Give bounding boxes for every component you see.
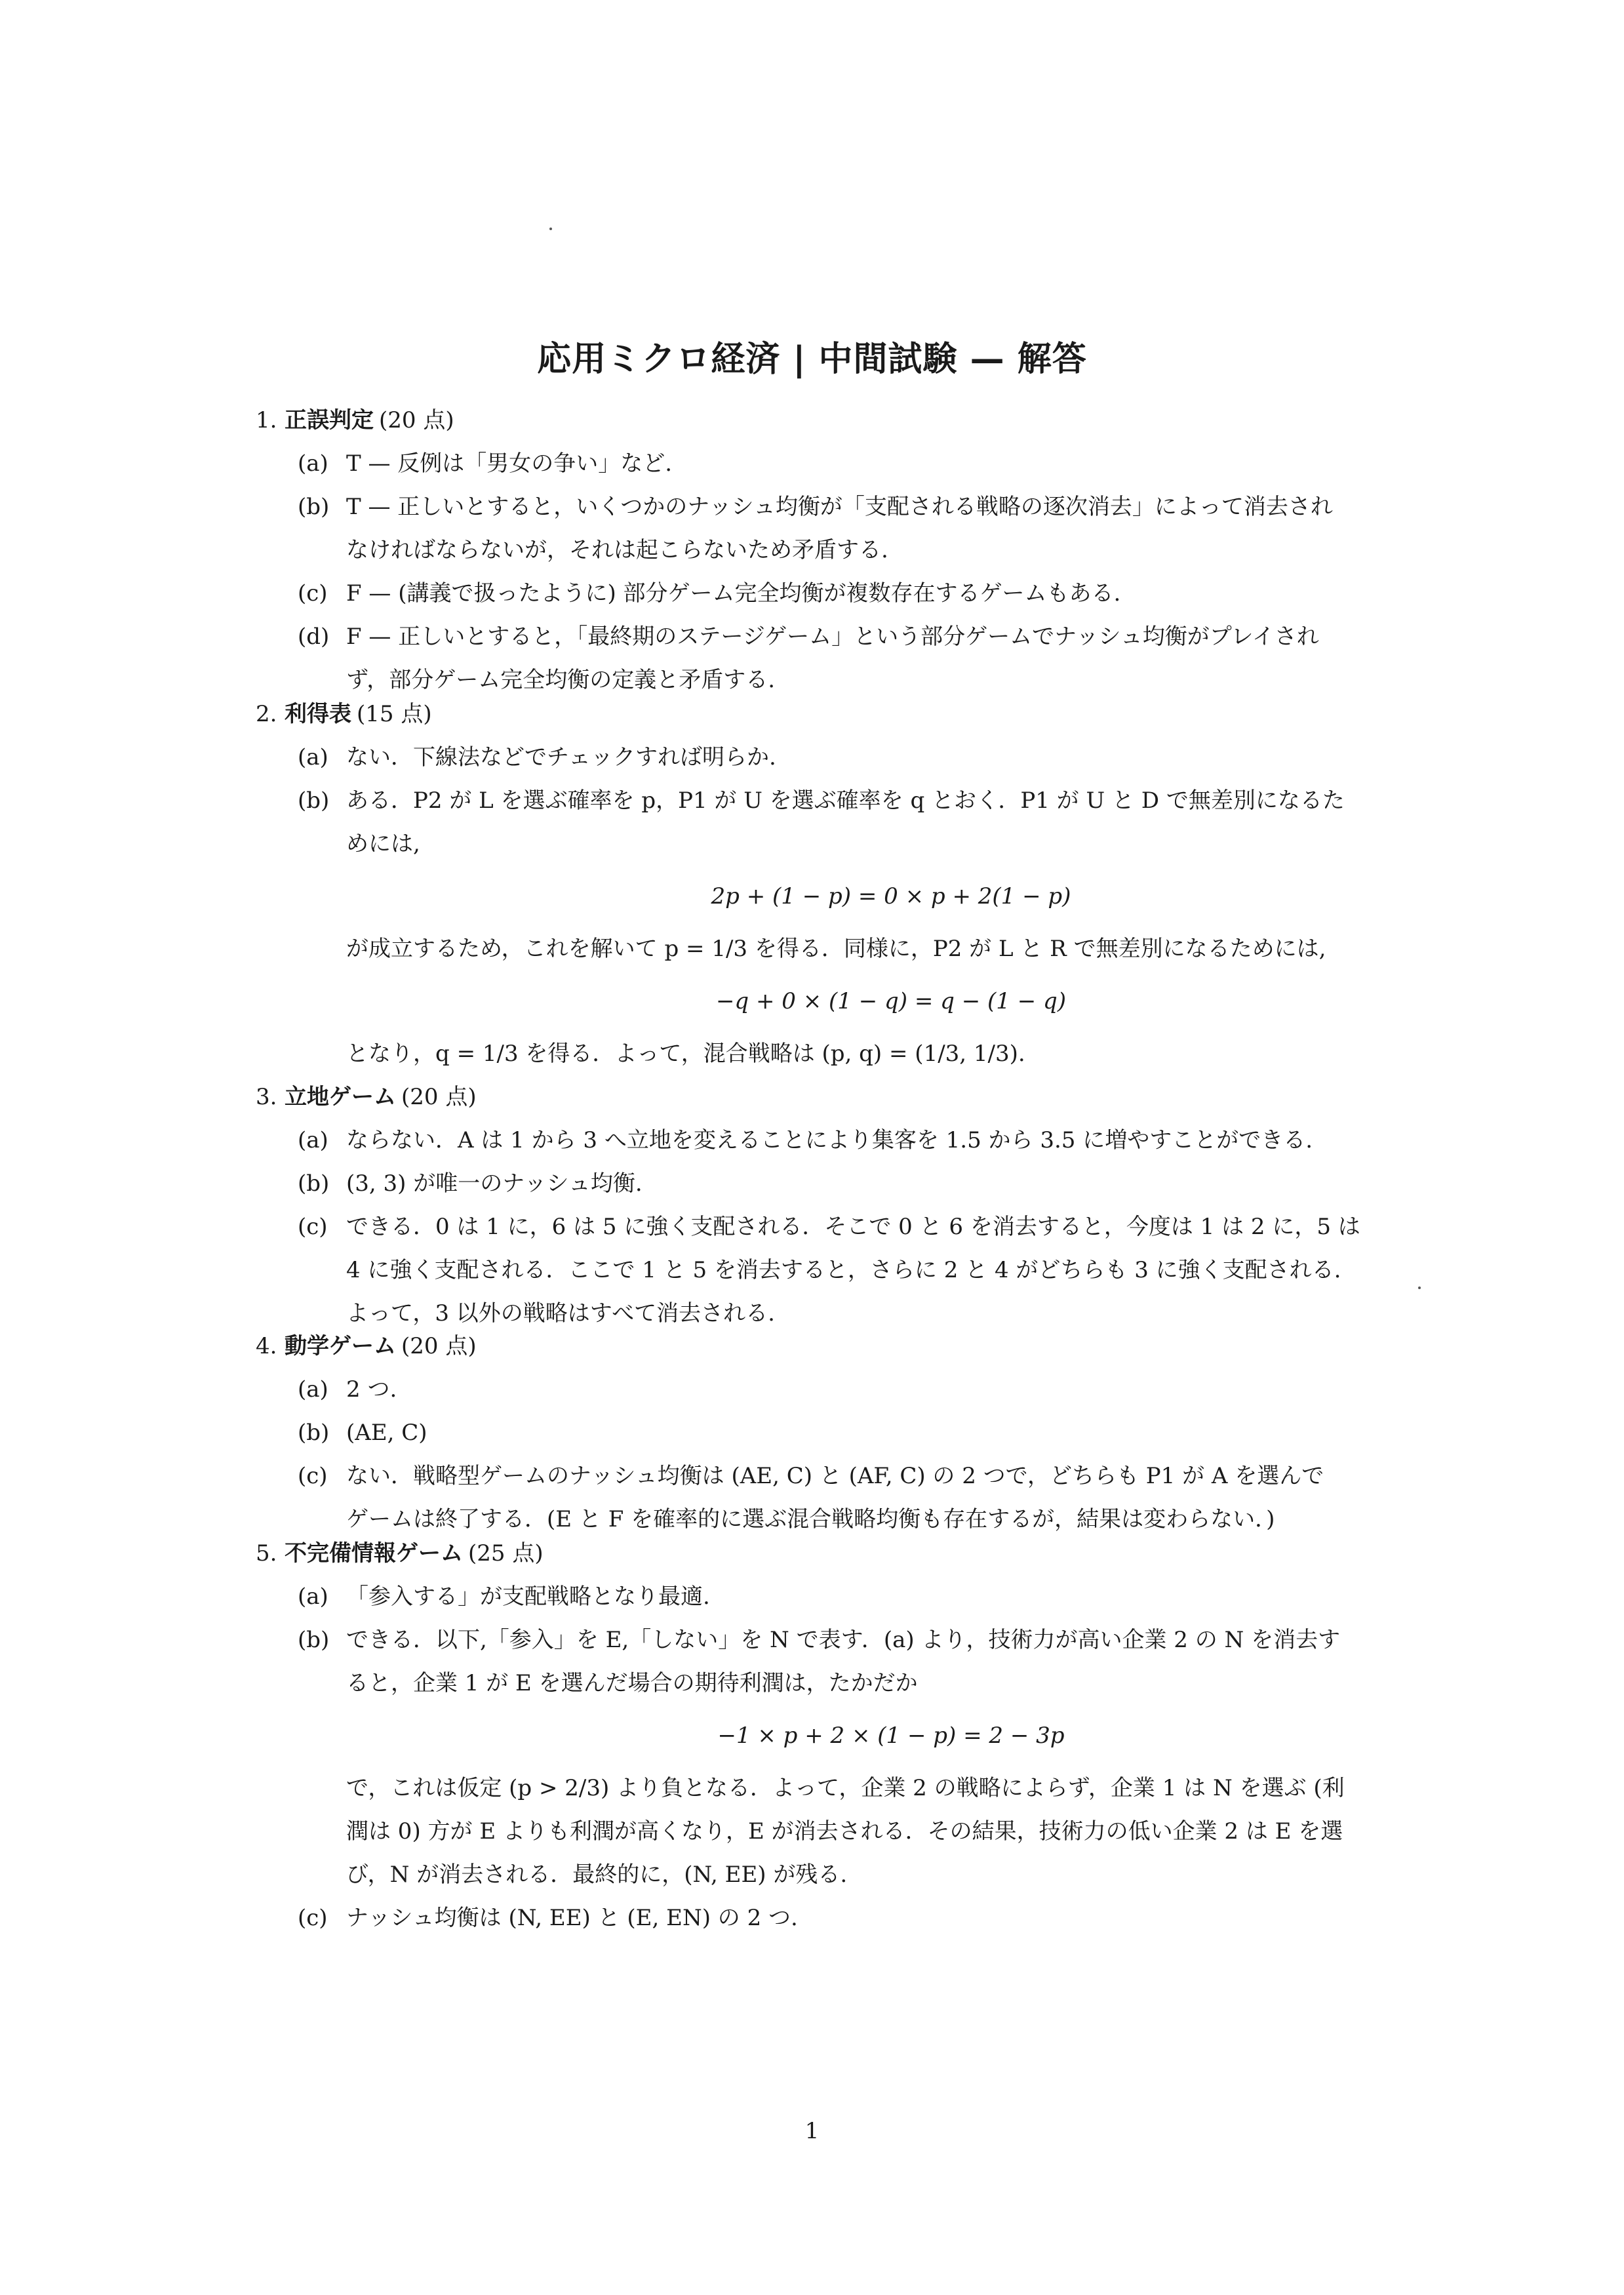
section-incomplete-info-game: [256, 1532, 1436, 1940]
item-label: (c): [298, 1463, 328, 1489]
section-number: 2.: [256, 701, 277, 727]
answer-line: (3, 3) が唯一のナッシュ均衡.: [346, 1170, 643, 1197]
answer-item: [298, 1618, 1436, 1896]
answer-item: [298, 1368, 1436, 1411]
item-label: (c): [298, 1214, 328, 1240]
answer-line: 2 つ.: [346, 1376, 397, 1403]
answer-line: できる．0 は 1 に，6 は 5 に強く支配される．そこで 0 と 6 を消去すると，今度は 1 は 2 に，5 は: [346, 1214, 1360, 1240]
section-title: 正誤判定: [285, 407, 374, 433]
section-title: 動学ゲーム: [285, 1333, 396, 1359]
scan-speck: [549, 228, 552, 230]
answer-item: [298, 442, 1436, 485]
section-heading: [256, 399, 1436, 442]
section-points: (20 点): [401, 1333, 477, 1359]
answer-item: [298, 485, 1436, 572]
section-dynamic-game: [256, 1325, 1436, 1541]
section-points: (20 点): [379, 407, 454, 433]
answer-line: ない．戦略型ゲームのナッシュ均衡は (AE, C) と (AF, C) の 2 つで，どちらも P1 が A を選んで: [346, 1463, 1324, 1489]
item-label: (c): [298, 580, 328, 607]
section-true-false: [256, 399, 1436, 702]
section-title: 立地ゲーム: [285, 1084, 396, 1110]
section-number: 4.: [256, 1333, 277, 1359]
answer-item: [298, 1411, 1436, 1454]
answer-line: よって，3 以外の戦略はすべて消去される.: [346, 1300, 775, 1327]
answer-item: [298, 1205, 1436, 1335]
item-label: (a): [298, 450, 328, 477]
section-payoff-table: [256, 692, 1436, 1075]
answer-item: [298, 1896, 1436, 1940]
answer-line: び，N が消去される．最終的に，(N, EE) が残る.: [346, 1862, 848, 1888]
answer-item: [298, 615, 1436, 702]
answer-item: [298, 736, 1436, 779]
item-label: (a): [298, 1127, 328, 1153]
answer-line: できる．以下,「参入」を E,「しない」を N で表す．(a) より，技術力が高い企業 2 の N を消去す: [346, 1627, 1341, 1653]
section-location-game: [256, 1075, 1436, 1335]
section-heading: [256, 1532, 1436, 1575]
section-number: 5.: [256, 1540, 277, 1567]
section-number: 1.: [256, 407, 277, 433]
equation: −1 × p + 2 × (1 − p) = 2 − 3p: [717, 1723, 1065, 1749]
item-label: (d): [298, 624, 330, 650]
answer-line: で，これは仮定 (p > 2/3) より負となる．よって，企業 2 の戦略によらず，企業 1 は N を選ぶ (利: [346, 1775, 1345, 1801]
section-title: 利得表: [285, 701, 351, 727]
section-points: (20 点): [401, 1084, 477, 1110]
answer-line: が成立するため，これを解いて p = 1/3 を得る．同様に，P2 が L と R で無差別になるためには,: [346, 936, 1326, 962]
section-points: (15 点): [357, 701, 432, 727]
answer-line: ある．P2 が L を選ぶ確率を p，P1 が U を選ぶ確率を q とおく．P1 が U と D で無差別になるた: [346, 788, 1345, 814]
section-heading: [256, 1075, 1436, 1119]
answer-line: なければならないが，それは起こらないため矛盾する.: [346, 537, 888, 563]
answer-line: ならない．A は 1 から 3 へ立地を変えることにより集客を 1.5 から 3.5 に増やすことができる.: [346, 1127, 1313, 1153]
section-points: (25 点): [468, 1540, 544, 1567]
equation: −q + 0 × (1 − q) = q − (1 − q): [715, 988, 1067, 1014]
equation: 2p + (1 − p) = 0 × p + 2(1 − p): [711, 883, 1071, 909]
section-heading: [256, 1325, 1436, 1368]
item-label: (b): [298, 1170, 330, 1197]
answer-item: [298, 1454, 1436, 1541]
item-label: (a): [298, 1584, 328, 1610]
answer-item: [298, 1162, 1436, 1205]
answer-line: ると，企業 1 が E を選んだ場合の期待利潤は，たかだか: [346, 1670, 918, 1696]
item-label: (b): [298, 1420, 330, 1446]
answer-line: となり，q = 1/3 を得る．よって，混合戦略は (p, q) = (1/3, 1/3).: [346, 1041, 1025, 1067]
answer-line: T — 反例は「男女の争い」など.: [346, 450, 673, 477]
answer-item: [298, 779, 1436, 1075]
page-title: 応用ミクロ経済 | 中間試験 — 解答: [537, 340, 1087, 379]
answer-line: 潤は 0) 方が E よりも利潤が高くなり，E が消去される．その結果，技術力の低い企業 2 は E を選: [346, 1818, 1343, 1845]
answer-item: [298, 1575, 1436, 1618]
answer-item: [298, 1119, 1436, 1162]
item-label: (a): [298, 1376, 328, 1403]
item-label: (b): [298, 1627, 330, 1653]
answer-line: 4 に強く支配される．ここで 1 と 5 を消去すると，さらに 2 と 4 がどちらも 3 に強く支配される.: [346, 1257, 1341, 1283]
answer-line: T — 正しいとすると，いくつかのナッシュ均衡が「支配される戦略の逐次消去」によって消去され: [346, 494, 1333, 520]
answer-line: めには,: [346, 831, 420, 857]
answer-line: ナッシュ均衡は (N, EE) と (E, EN) の 2 つ.: [346, 1905, 798, 1931]
item-label: (b): [298, 494, 330, 520]
answer-line: ゲームは終了する．(E と F を確率的に選ぶ混合戦略均衡も存在するが，結果は変わらない．): [346, 1506, 1275, 1532]
answer-line: 「参入する」が支配戦略となり最適.: [346, 1584, 710, 1610]
answer-line: F — (講義で扱ったように) 部分ゲーム完全均衡が複数存在するゲームもある.: [346, 580, 1121, 607]
answer-line: ず，部分ゲーム完全均衡の定義と矛盾する.: [346, 667, 776, 693]
section-heading: [256, 692, 1436, 736]
page-number: 1: [804, 2118, 820, 2144]
answer-item: [298, 572, 1436, 615]
item-label: (b): [298, 788, 330, 814]
item-label: (a): [298, 744, 328, 770]
answer-line: F — 正しいとすると，「最終期のステージゲーム」という部分ゲームでナッシュ均衡がプレイされ: [346, 624, 1319, 650]
answer-line: ない．下線法などでチェックすれば明らか.: [346, 744, 776, 770]
item-label: (c): [298, 1905, 328, 1931]
section-title: 不完備情報ゲーム: [285, 1540, 463, 1567]
section-number: 3.: [256, 1084, 277, 1110]
answer-line: (AE, C): [346, 1420, 427, 1446]
